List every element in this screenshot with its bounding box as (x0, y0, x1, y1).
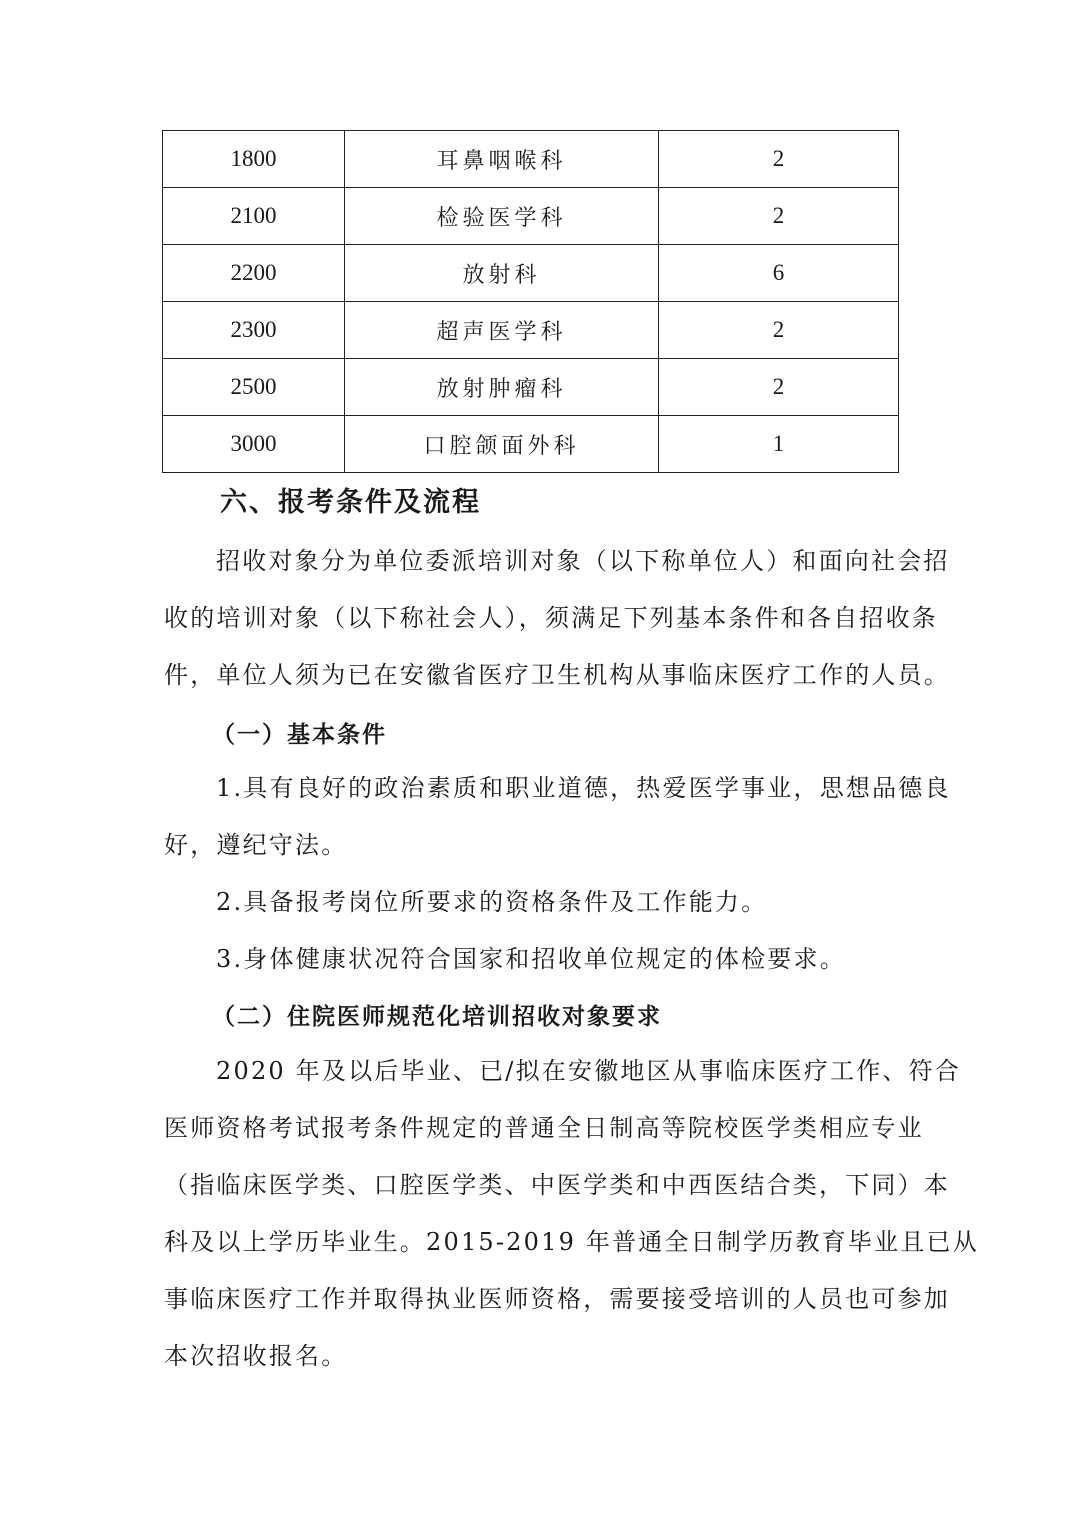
paragraph-line: 本次招收报名。 (164, 1342, 348, 1370)
table-cell-count: 6 (659, 245, 899, 302)
table-cell-count: 2 (659, 131, 899, 188)
table-cell-dept: 耳鼻咽喉科 (345, 131, 659, 188)
table-row (163, 416, 899, 473)
subsection-heading-basic: （一）基本条件 (212, 722, 387, 748)
basic-item-2 (164, 874, 916, 931)
paragraph-line: 3.身体健康状况符合国家和招收单位规定的体检要求。 (216, 945, 846, 973)
table-cell-code: 3000 (163, 416, 345, 473)
basic-item-1 (164, 760, 951, 874)
table-row (163, 245, 899, 302)
paragraph-line: 1.具有良好的政治素质和职业道德，热爱医学事业，思想品德良 (216, 774, 951, 802)
paragraph-line: 科及以上学历毕业生。2015-2019 年普通全日制学历教育毕业且已从 (164, 1228, 979, 1256)
paragraph-line: 2.具备报考岗位所要求的资格条件及工作能力。 (216, 888, 768, 916)
table-cell-code: 1800 (163, 131, 345, 188)
table-cell-count: 1 (659, 416, 899, 473)
paragraph-line: 件，单位人须为已在安徽省医疗卫生机构从事临床医疗工作的人员。 (164, 661, 950, 689)
table-cell-code: 2200 (163, 245, 345, 302)
table-cell-dept: 超声医学科 (345, 302, 659, 359)
paragraph-line: 事临床医疗工作并取得执业医师资格，需要接受培训的人员也可参加 (164, 1285, 950, 1313)
table-row (163, 131, 899, 188)
basic-item-3 (164, 931, 916, 988)
table-cell-count: 2 (659, 188, 899, 245)
residency-paragraph (164, 1043, 979, 1385)
table-cell-dept: 放射科 (345, 245, 659, 302)
table-cell-dept: 口腔颌面外科 (345, 416, 659, 473)
intro-paragraph (164, 533, 950, 704)
table-row (163, 188, 899, 245)
paragraph-line: （指临床医学类、口腔医学类、中医学类和中西医结合类，下同）本 (164, 1171, 950, 1199)
table-cell-dept: 检验医学科 (345, 188, 659, 245)
paragraph-line: 好，遵纪守法。 (164, 831, 348, 859)
table-cell-dept: 放射肿瘤科 (345, 359, 659, 416)
subsection-heading-residency: （二）住院医师规范化培训招收对象要求 (212, 1004, 662, 1030)
table-row (163, 359, 899, 416)
paragraph-line: 招收对象分为单位委派培训对象（以下称单位人）和面向社会招 (216, 547, 950, 575)
table-cell-code: 2500 (163, 359, 345, 416)
paragraph-line: 2020 年及以后毕业、已/拟在安徽地区从事临床医疗工作、符合 (216, 1057, 961, 1085)
quota-table (162, 130, 899, 473)
section-heading: 六、报考条件及流程 (220, 487, 481, 518)
table-cell-count: 2 (659, 302, 899, 359)
table-cell-code: 2300 (163, 302, 345, 359)
table-row (163, 302, 899, 359)
paragraph-line: 收的培训对象（以下称社会人），须满足下列基本条件和各自招收条 (164, 604, 938, 632)
table-cell-code: 2100 (163, 188, 345, 245)
table-cell-count: 2 (659, 359, 899, 416)
paragraph-line: 医师资格考试报考条件规定的普通全日制高等院校医学类相应专业 (164, 1114, 924, 1142)
